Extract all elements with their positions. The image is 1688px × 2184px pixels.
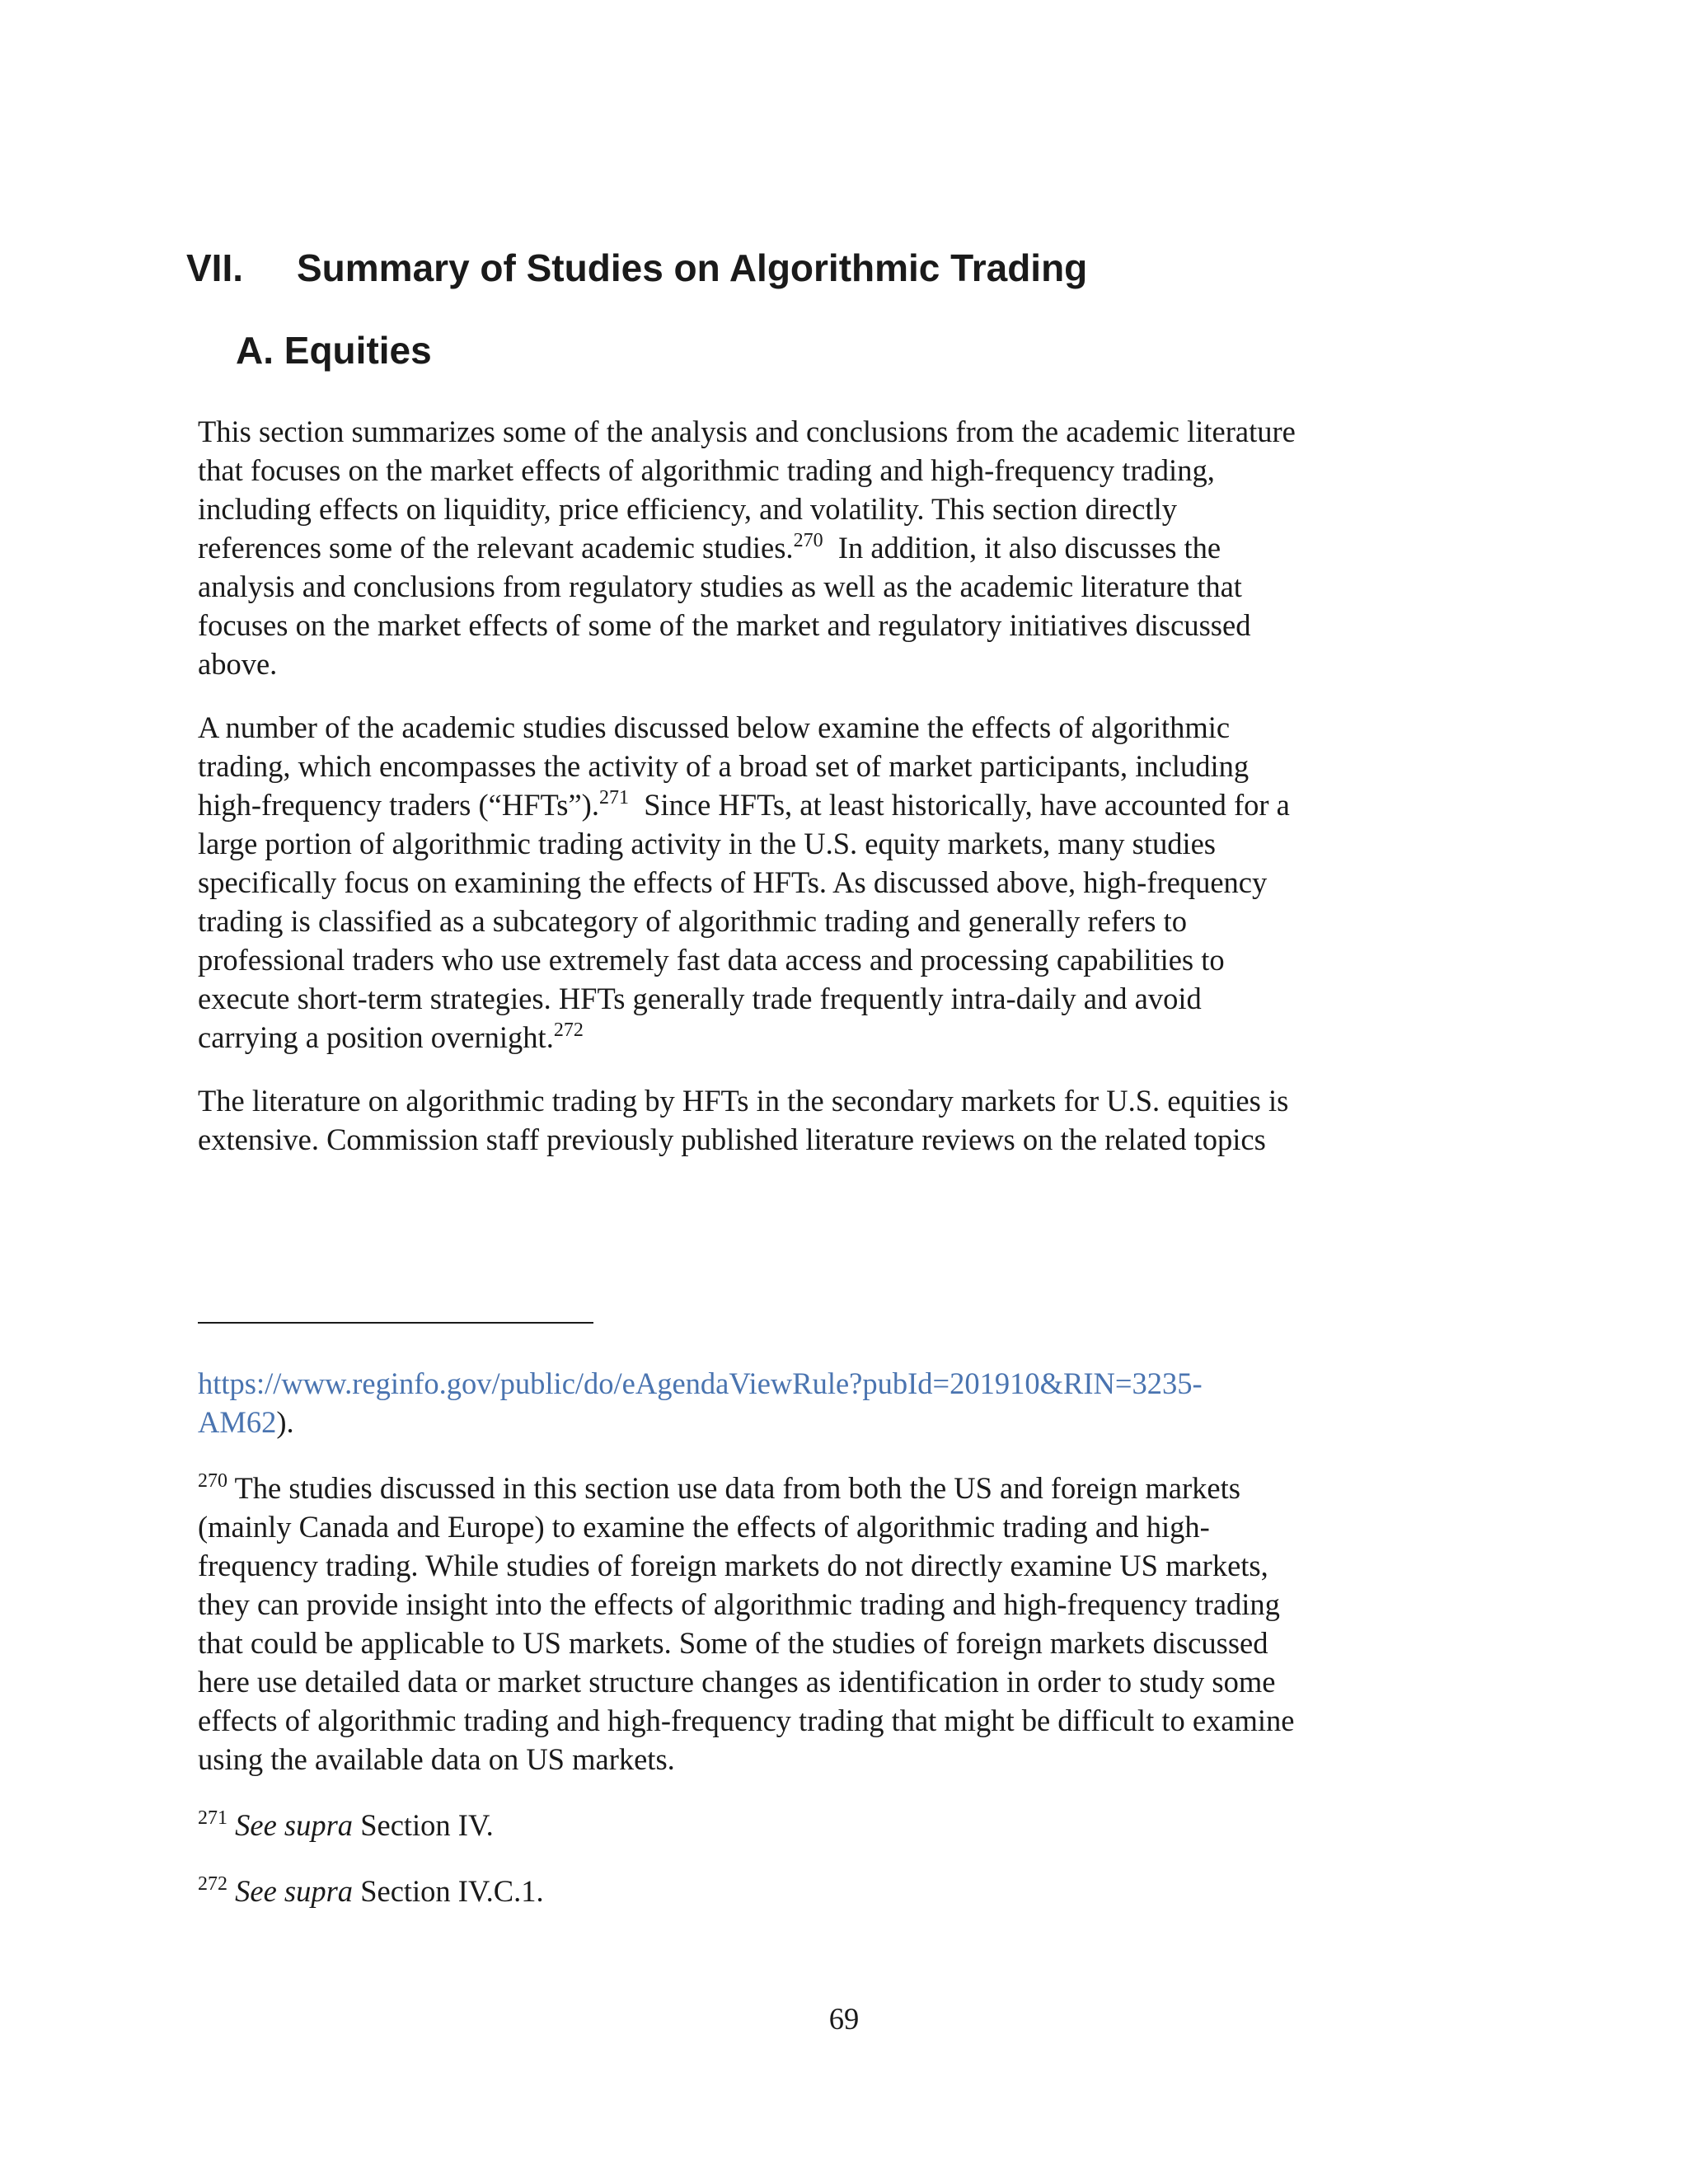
footnote-number: 271 (198, 1807, 227, 1829)
text-line: specifically focus on examining the effects of HFTs. As discussed above, high-frequency (198, 865, 1268, 899)
reginfo-link-continued[interactable]: AM62 (198, 1405, 277, 1439)
section-heading (186, 246, 1088, 289)
text-line: using the available data on US markets. (198, 1742, 675, 1776)
text-line (198, 1018, 1492, 1057)
text-line: professional traders who use extremely fast data access and processing capabilities to (198, 943, 1225, 977)
footnote-270 (198, 1469, 1492, 1779)
text-line: trading is classified as a subcategory of algorithmic trading and generally refers to (198, 904, 1188, 938)
text-line: here use detailed data or market structure changes as identification in order to study some (198, 1665, 1276, 1699)
text-line: above. (198, 647, 278, 681)
citation-signal: See supra (235, 1874, 354, 1908)
text-line: large portion of algorithmic trading activity in the U.S. equity markets, many studies (198, 827, 1217, 860)
text-line: effects of algorithmic trading and high-frequency trading that might be difficult to examine (198, 1704, 1295, 1737)
text-line: This section summarizes some of the analysis and conclusions from the academic literature (198, 415, 1296, 448)
text-line: that focuses on the market effects of algorithmic trading and high-frequency trading, (198, 453, 1215, 487)
footnote-ref-271[interactable]: 271 (598, 787, 629, 808)
footnote-271 (198, 1806, 1492, 1844)
text-segment: references some of the relevant academic studies. (198, 531, 794, 565)
text-segment: Section IV. (353, 1808, 494, 1842)
body-text (198, 412, 1492, 1159)
text-line (198, 1403, 1492, 1441)
reginfo-link[interactable]: https://www.reginfo.gov/public/do/eAgendaViewRule?pubId=201910&RIN=3235- (198, 1366, 1203, 1400)
text-segment: carrying a position overnight. (198, 1020, 554, 1054)
footnote-number: 272 (198, 1873, 227, 1895)
footnote-number: 270 (198, 1470, 227, 1492)
text-line: trading, which encompasses the activity of a broad set of market participants, including (198, 749, 1250, 783)
text-line: focuses on the market effects of some of the market and regulatory initiatives discussed (198, 608, 1251, 642)
text-line: (mainly Canada and Europe) to examine the effects of algorithmic trading and high- (198, 1510, 1210, 1544)
footnote-272 (198, 1872, 1492, 1910)
citation-signal: See supra (235, 1808, 354, 1842)
subsection-heading: A. Equities (236, 329, 432, 372)
text-line (198, 1872, 1492, 1910)
page-number: 69 (828, 2002, 860, 2036)
text-segment: The studies discussed in this section use data from both the US and foreign markets (227, 1471, 1240, 1505)
text-line: they can provide insight into the effects of algorithmic trading and high-frequency trading (198, 1587, 1280, 1621)
footnote-ref-272[interactable]: 272 (553, 1019, 584, 1041)
text-line (198, 1364, 1492, 1403)
paragraph-1 (198, 412, 1492, 683)
footnote-continuation (198, 1364, 1492, 1441)
section-title: Summary of Studies on Algorithmic Trading (297, 246, 1088, 289)
text-segment: ). (276, 1405, 294, 1439)
footnotes (198, 1364, 1492, 1910)
text-line: frequency trading. While studies of foreign markets do not directly examine US markets, (198, 1549, 1268, 1582)
text-line: including effects on liquidity, price efficiency, and volatility. This section directly (198, 492, 1177, 526)
section-number: VII. (186, 246, 244, 289)
text-line: A number of the academic studies discussed below examine the effects of algorithmic (198, 710, 1231, 744)
text-line: extensive. Commission staff previously published literature reviews on the related topics (198, 1122, 1266, 1156)
text-line: that could be applicable to US markets. Some of the studies of foreign markets discussed (198, 1626, 1268, 1660)
text-line: analysis and conclusions from regulatory studies as well as the academic literature that (198, 569, 1242, 603)
paragraph-2 (198, 708, 1492, 1057)
text-line: The literature on algorithmic trading by HFTs in the secondary markets for U.S. equities is (198, 1084, 1289, 1118)
text-line (198, 785, 1492, 824)
paragraph-3 (198, 1081, 1492, 1159)
footnote-ref-270[interactable]: 270 (793, 530, 823, 551)
text-segment: Section IV.C.1. (353, 1874, 544, 1908)
text-line (198, 1806, 1492, 1844)
text-segment: In addition, it also discusses the (823, 531, 1221, 565)
text-segment: Since HFTs, at least historically, have accounted for a (628, 788, 1290, 822)
footnote-separator (198, 1322, 593, 1324)
text-line (198, 528, 1492, 567)
text-line (198, 1469, 1492, 1507)
text-line: execute short-term strategies. HFTs generally trade frequently intra-daily and avoid (198, 982, 1202, 1015)
text-segment: high-frequency traders (“HFTs”). (198, 788, 599, 822)
